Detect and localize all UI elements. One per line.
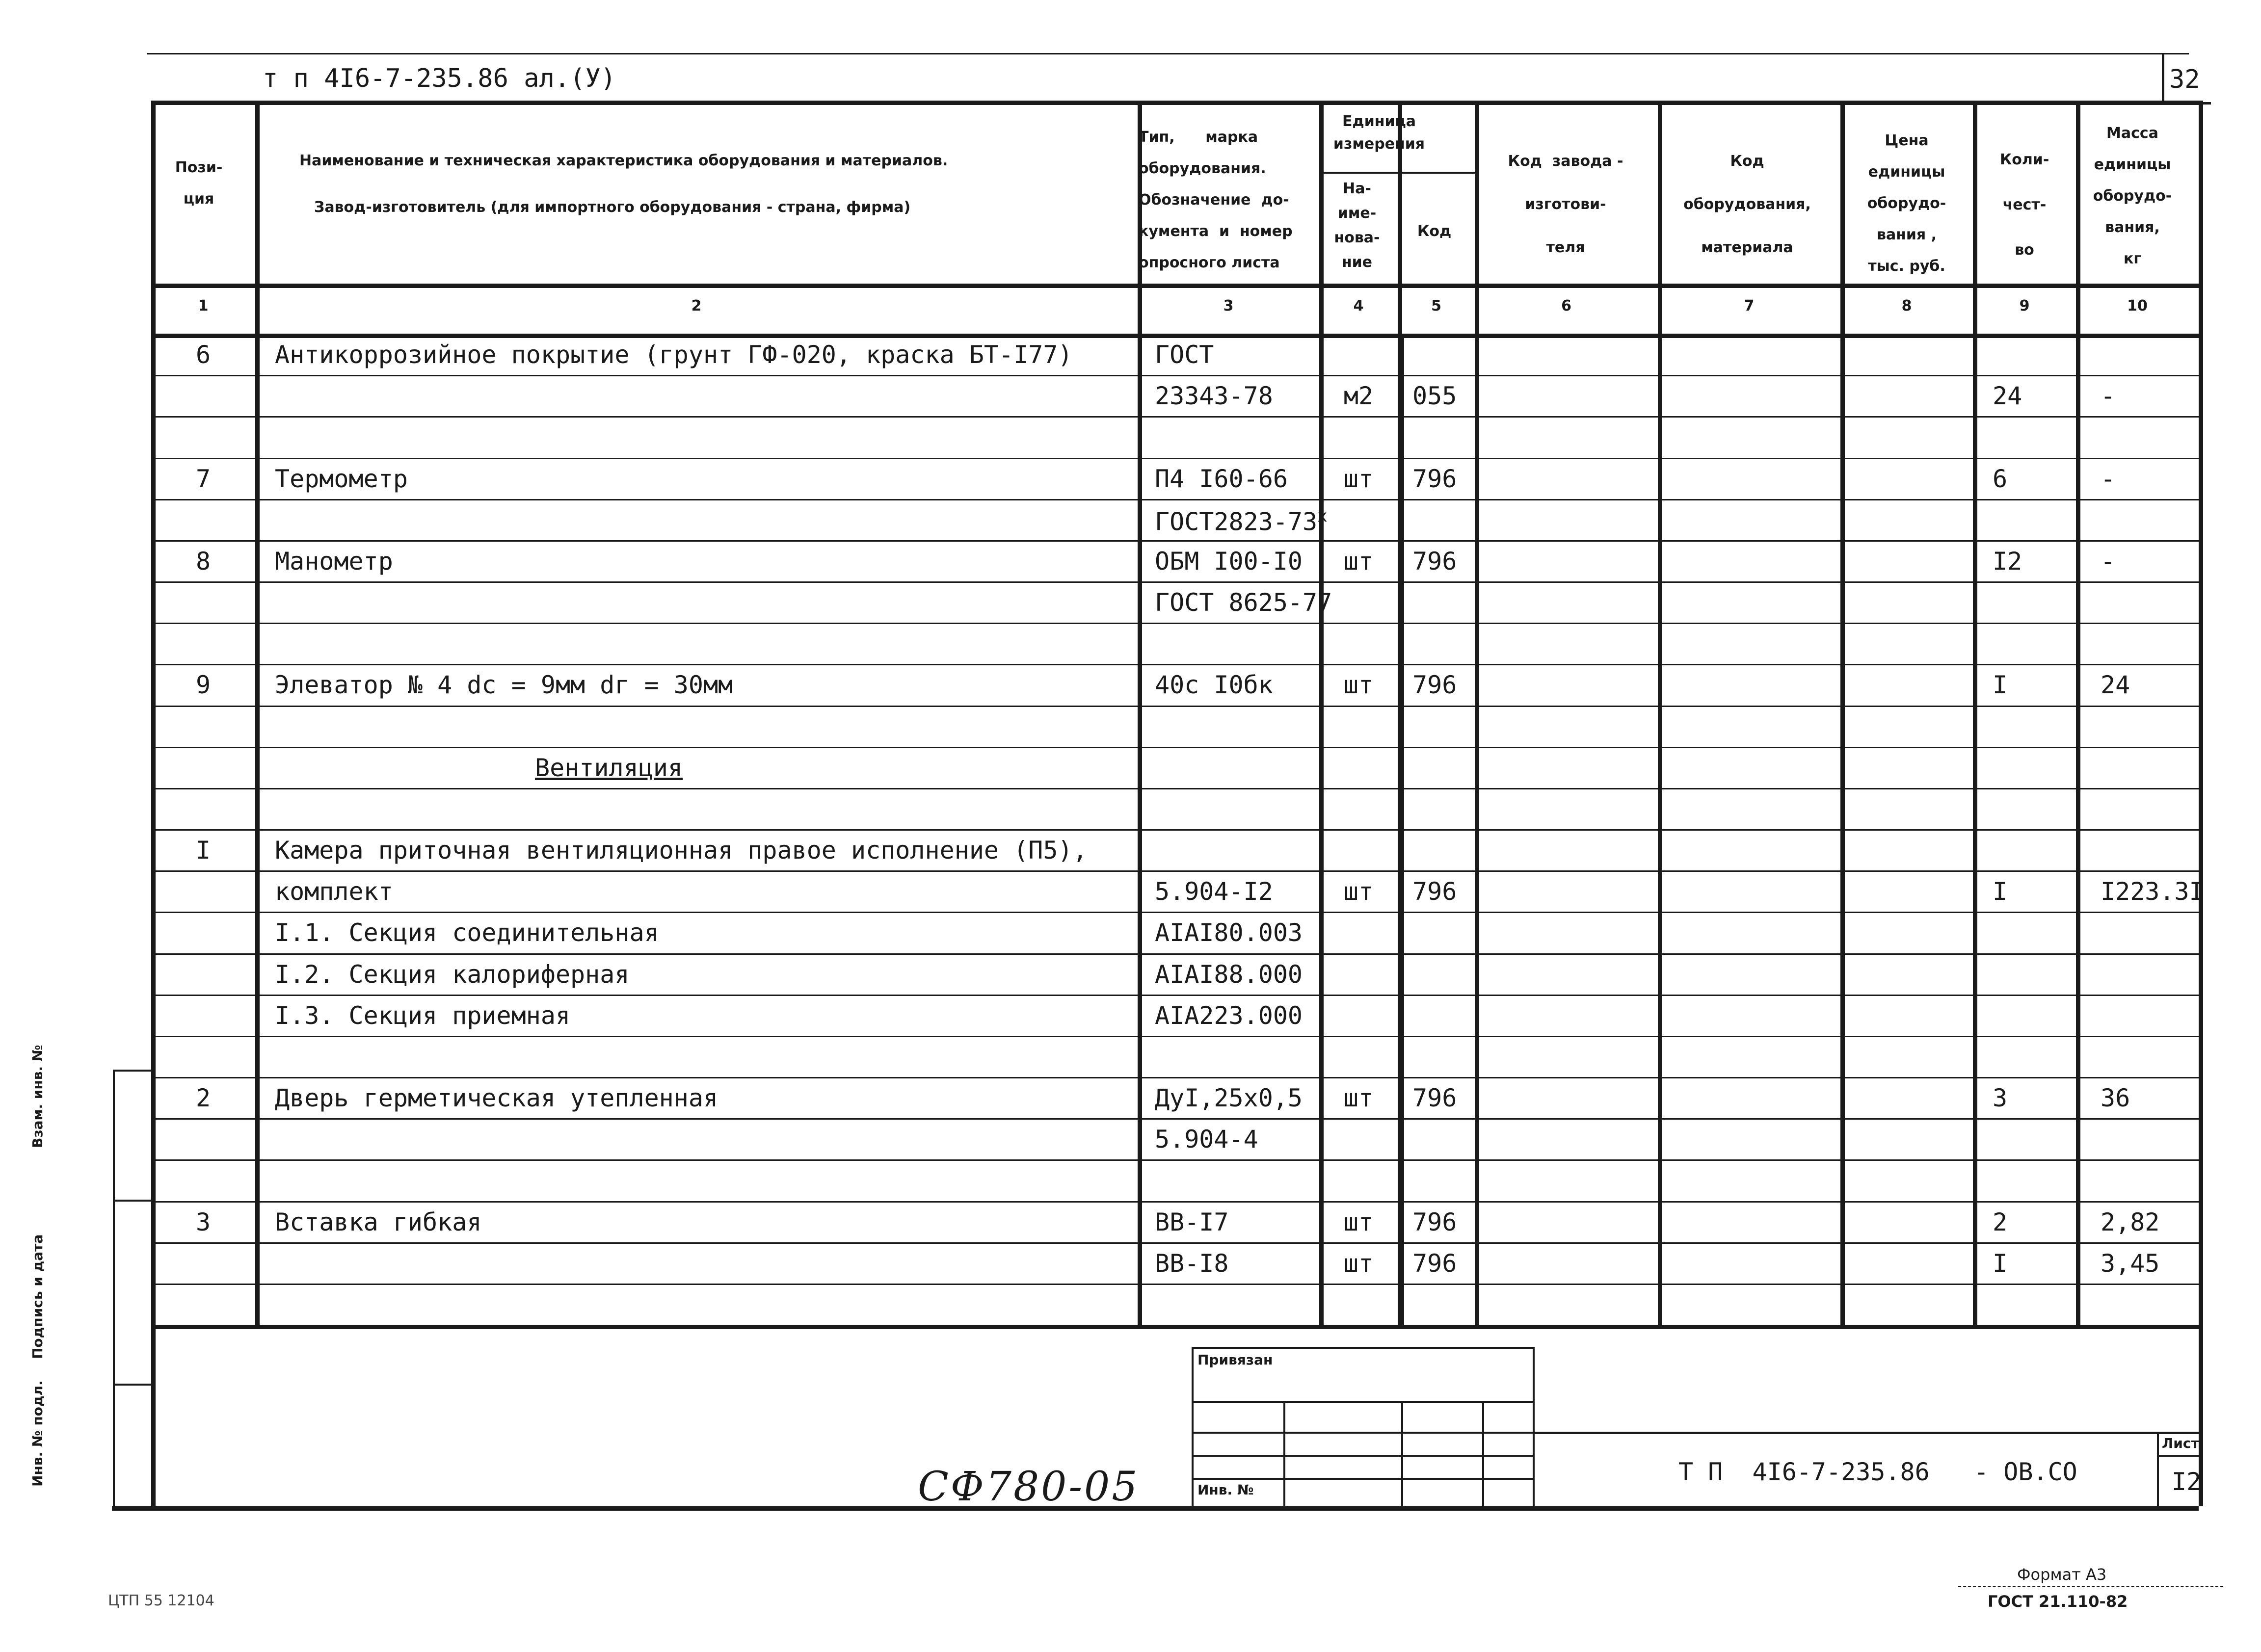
cell-position: 7 [195, 464, 211, 493]
row-divider [151, 995, 2199, 996]
cell-position: 9 [195, 671, 211, 700]
stamp-sheet-divider [2157, 1432, 2159, 1506]
handwritten-signature: СФ780-05 [918, 1464, 1140, 1510]
cell-type: AIAI80.003 [1155, 918, 1303, 947]
row-divider [151, 458, 2199, 459]
cell-name: Антикоррозийное покрытие (грунт ГФ-020, краска БТ-I77) [275, 341, 1073, 369]
row-divider [151, 1118, 2199, 1120]
stamp-top [1192, 1347, 1533, 1349]
cell-type: AIA223.000 [1155, 1001, 1303, 1030]
header-name-line2: Завод-изготовитель (для импортного оборудования - страна, фирма) [314, 199, 911, 216]
column-number: 2 [691, 297, 702, 315]
cell-unit: шт [1343, 1249, 1374, 1278]
cell-name: Манометр [275, 547, 393, 576]
row-divider [151, 375, 2199, 376]
cell-unit: шт [1343, 877, 1374, 906]
row-divider [151, 1159, 2199, 1161]
cell-quantity: 6 [1993, 464, 2008, 493]
unit-group-divider [1319, 172, 1475, 174]
column-number: 6 [1561, 297, 1571, 315]
header-equipment-code: Код оборудования, материала [1683, 153, 1811, 256]
header-name-line1: Наименование и техническая характеристика оборудования и материалов. [299, 152, 948, 169]
frame-numbers-bottom [151, 334, 2199, 338]
column-divider [1658, 101, 1662, 1325]
doc-code-top: т п 4I6-7-235.86 ал.(У) [263, 64, 616, 93]
cell-mass: - [2101, 464, 2116, 493]
stamp-sheet-value: I2 [2172, 1468, 2202, 1496]
margin-vzam-inv: Взам. инв. № [29, 1045, 46, 1148]
stamp-inv-no: Инв. № [1197, 1482, 1254, 1498]
cell-quantity: I [1993, 671, 2008, 700]
cell-unit-code: 796 [1412, 671, 1457, 700]
cell-unit: м2 [1343, 382, 1374, 411]
column-number: 10 [2127, 297, 2148, 315]
column-number: 8 [1901, 297, 1912, 315]
cell-unit: шт [1343, 1207, 1374, 1236]
frame-header-bottom [151, 284, 2199, 288]
cell-name: I.2. Секция калориферная [275, 960, 630, 989]
row-divider [151, 912, 2199, 913]
column-number: 9 [2019, 297, 2030, 315]
stamp-doc-code: Т П 4I6-7-235.86 - ОВ.СО [1678, 1458, 2077, 1486]
header-position: Пози- ция [175, 159, 223, 208]
column-number: 1 [198, 297, 209, 315]
cell-type: 40с I0бк [1155, 671, 1273, 700]
header-unit-group: Единица измерения [1333, 113, 1425, 153]
cell-type: ОБМ I00-I0 [1155, 547, 1303, 576]
cell-unit-code: 796 [1412, 464, 1457, 493]
cell-type: ДуI,25х0,5 [1155, 1084, 1303, 1112]
top-border [147, 53, 2189, 54]
cell-name: Дверь герметическая утепленная [275, 1084, 718, 1112]
cell-name: Вставка гибкая [275, 1207, 482, 1236]
row-divider [151, 706, 2199, 707]
cell-type: 23343-78 [1155, 382, 1273, 411]
cell-quantity: I [1993, 877, 2008, 906]
cell-name: I.1. Секция соединительная [275, 918, 659, 947]
cell-unit-code: 796 [1412, 1084, 1457, 1112]
column-divider [2076, 101, 2080, 1325]
row-divider [151, 1242, 2199, 1244]
type-superscript: x [1317, 506, 1328, 526]
footer-format: Формат А3 [2017, 1565, 2107, 1584]
cell-unit-code: 796 [1412, 1207, 1457, 1236]
column-number: 5 [1431, 297, 1441, 315]
stamp-right [1533, 1347, 1535, 1506]
cell-position: 3 [195, 1207, 211, 1236]
header-price: Цена единицы оборудо- вания , тыс. руб. [1867, 132, 1946, 275]
column-divider [1138, 101, 1142, 1325]
footer-dashed-line [1958, 1586, 2223, 1587]
frame-bottom [112, 1506, 2199, 1511]
column-divider [1319, 101, 1324, 1325]
stamp-line [1192, 1432, 1533, 1434]
stamp-col [1482, 1401, 1484, 1506]
margin-podpis-data: Подпись и дата [29, 1234, 46, 1359]
cell-quantity: I [1993, 1249, 2008, 1278]
cell-mass: 3,45 [2101, 1249, 2160, 1278]
frame-top [151, 101, 2199, 105]
cell-mass: 24 [2101, 671, 2130, 700]
header-unit-name: На- име- нова- ние [1334, 180, 1380, 271]
column-divider [255, 101, 260, 1325]
cell-unit: шт [1343, 547, 1374, 576]
column-divider [1840, 101, 1845, 1325]
cell-quantity: 2 [1993, 1207, 2008, 1236]
cell-name: Камера приточная вентиляционная правое исполнение (П5), [275, 836, 1088, 865]
stamp-left [1192, 1347, 1194, 1506]
cell-quantity: 24 [1993, 382, 2022, 411]
margin-line [113, 1200, 151, 1202]
column-number: 4 [1353, 297, 1364, 315]
cell-type: ГОСТ2823-73$^x$ [1155, 506, 1328, 536]
cell-quantity: I2 [1993, 547, 2022, 576]
row-divider [151, 788, 2199, 789]
row-divider [151, 1201, 2199, 1203]
stamp-col [1401, 1401, 1403, 1506]
cell-unit-code: 055 [1412, 382, 1457, 411]
cell-unit-code: 796 [1412, 547, 1457, 576]
stamp-privyazan: Привязан [1197, 1352, 1273, 1368]
row-divider [151, 829, 2199, 831]
cell-type: ГОСТ [1155, 341, 1214, 369]
footer-gost: ГОСТ 21.110-82 [1988, 1592, 2128, 1611]
sheet-number-top: 32 [2169, 65, 2200, 94]
cell-type: 5.904-4 [1155, 1125, 1258, 1154]
header-type: Тип, марка оборудования. Обозначение до- кумента и номер опросного листа [1139, 129, 1293, 271]
cell-mass: - [2101, 547, 2116, 576]
row-divider [151, 623, 2199, 624]
cell-name: Элеватор № 4 dc = 9мм dг = 30мм [275, 671, 733, 700]
stamp-line [1192, 1401, 1533, 1403]
cell-position: 8 [195, 547, 211, 576]
cell-mass: I223.3I [2101, 877, 2204, 906]
cell-mass: - [2101, 382, 2116, 411]
header-unit-code: Код [1417, 223, 1452, 240]
row-divider [151, 1036, 2199, 1037]
header-quantity: Коли- чест- во [1999, 151, 2049, 259]
row-divider [151, 540, 2199, 542]
margin-line [113, 1384, 151, 1386]
margin-strip [113, 1070, 115, 1506]
cell-position: 2 [195, 1084, 211, 1112]
cell-unit: шт [1343, 464, 1374, 493]
column-number: 3 [1223, 297, 1234, 315]
cell-unit: шт [1343, 1084, 1374, 1112]
row-divider [151, 416, 2199, 418]
column-divider [1475, 101, 1479, 1325]
header-factory-code: Код завода - изготови- теля [1508, 153, 1623, 256]
cell-unit-code: 796 [1412, 1249, 1457, 1278]
header-mass: Масса единицы оборудо- вания, кг [2093, 125, 2172, 267]
cell-position: 6 [195, 341, 211, 369]
row-divider [151, 1077, 2199, 1078]
column-number: 7 [1744, 297, 1755, 315]
cell-type: AIAI88.000 [1155, 960, 1303, 989]
cell-quantity: 3 [1993, 1084, 2008, 1112]
stamp-main-top [1533, 1432, 2199, 1434]
row-divider [151, 870, 2199, 872]
cell-type: П4 I60-66 [1155, 464, 1288, 493]
column-divider [1973, 101, 1977, 1325]
stamp-col [1283, 1401, 1285, 1506]
margin-inv-podl: Инв. № подл. [29, 1380, 46, 1487]
cell-name: Термометр [275, 464, 408, 493]
stamp-sheet-label: Лист [2162, 1435, 2199, 1451]
cell-mass: 36 [2101, 1084, 2130, 1112]
cell-unit-code: 796 [1412, 877, 1457, 906]
cell-type: ВВ-I8 [1155, 1249, 1229, 1278]
cell-type: ВВ-I7 [1155, 1207, 1229, 1236]
margin-line [113, 1070, 151, 1072]
stamp-line [1192, 1455, 1533, 1457]
stamp-line [1192, 1478, 1533, 1480]
cell-type: ГОСТ 8625-77 [1155, 588, 1332, 617]
section-heading: Вентиляция [535, 753, 683, 782]
frame-right [2199, 101, 2203, 1506]
footer-left-code: ЦТП 55 12104 [108, 1592, 214, 1609]
row-divider [151, 1325, 2199, 1326]
cell-name: комплект [275, 877, 393, 906]
row-divider [151, 1284, 2199, 1285]
cell-mass: 2,82 [2101, 1207, 2160, 1236]
row-divider [151, 499, 2199, 500]
row-divider [151, 581, 2199, 583]
cell-position: I [195, 836, 211, 865]
stamp-sheet-line [2157, 1455, 2199, 1457]
cell-unit: шт [1343, 671, 1374, 700]
row-divider [151, 747, 2199, 748]
cell-type: 5.904-I2 [1155, 877, 1273, 906]
row-divider [151, 664, 2199, 665]
cell-name: I.3. Секция приемная [275, 1001, 571, 1030]
row-divider [151, 953, 2199, 955]
